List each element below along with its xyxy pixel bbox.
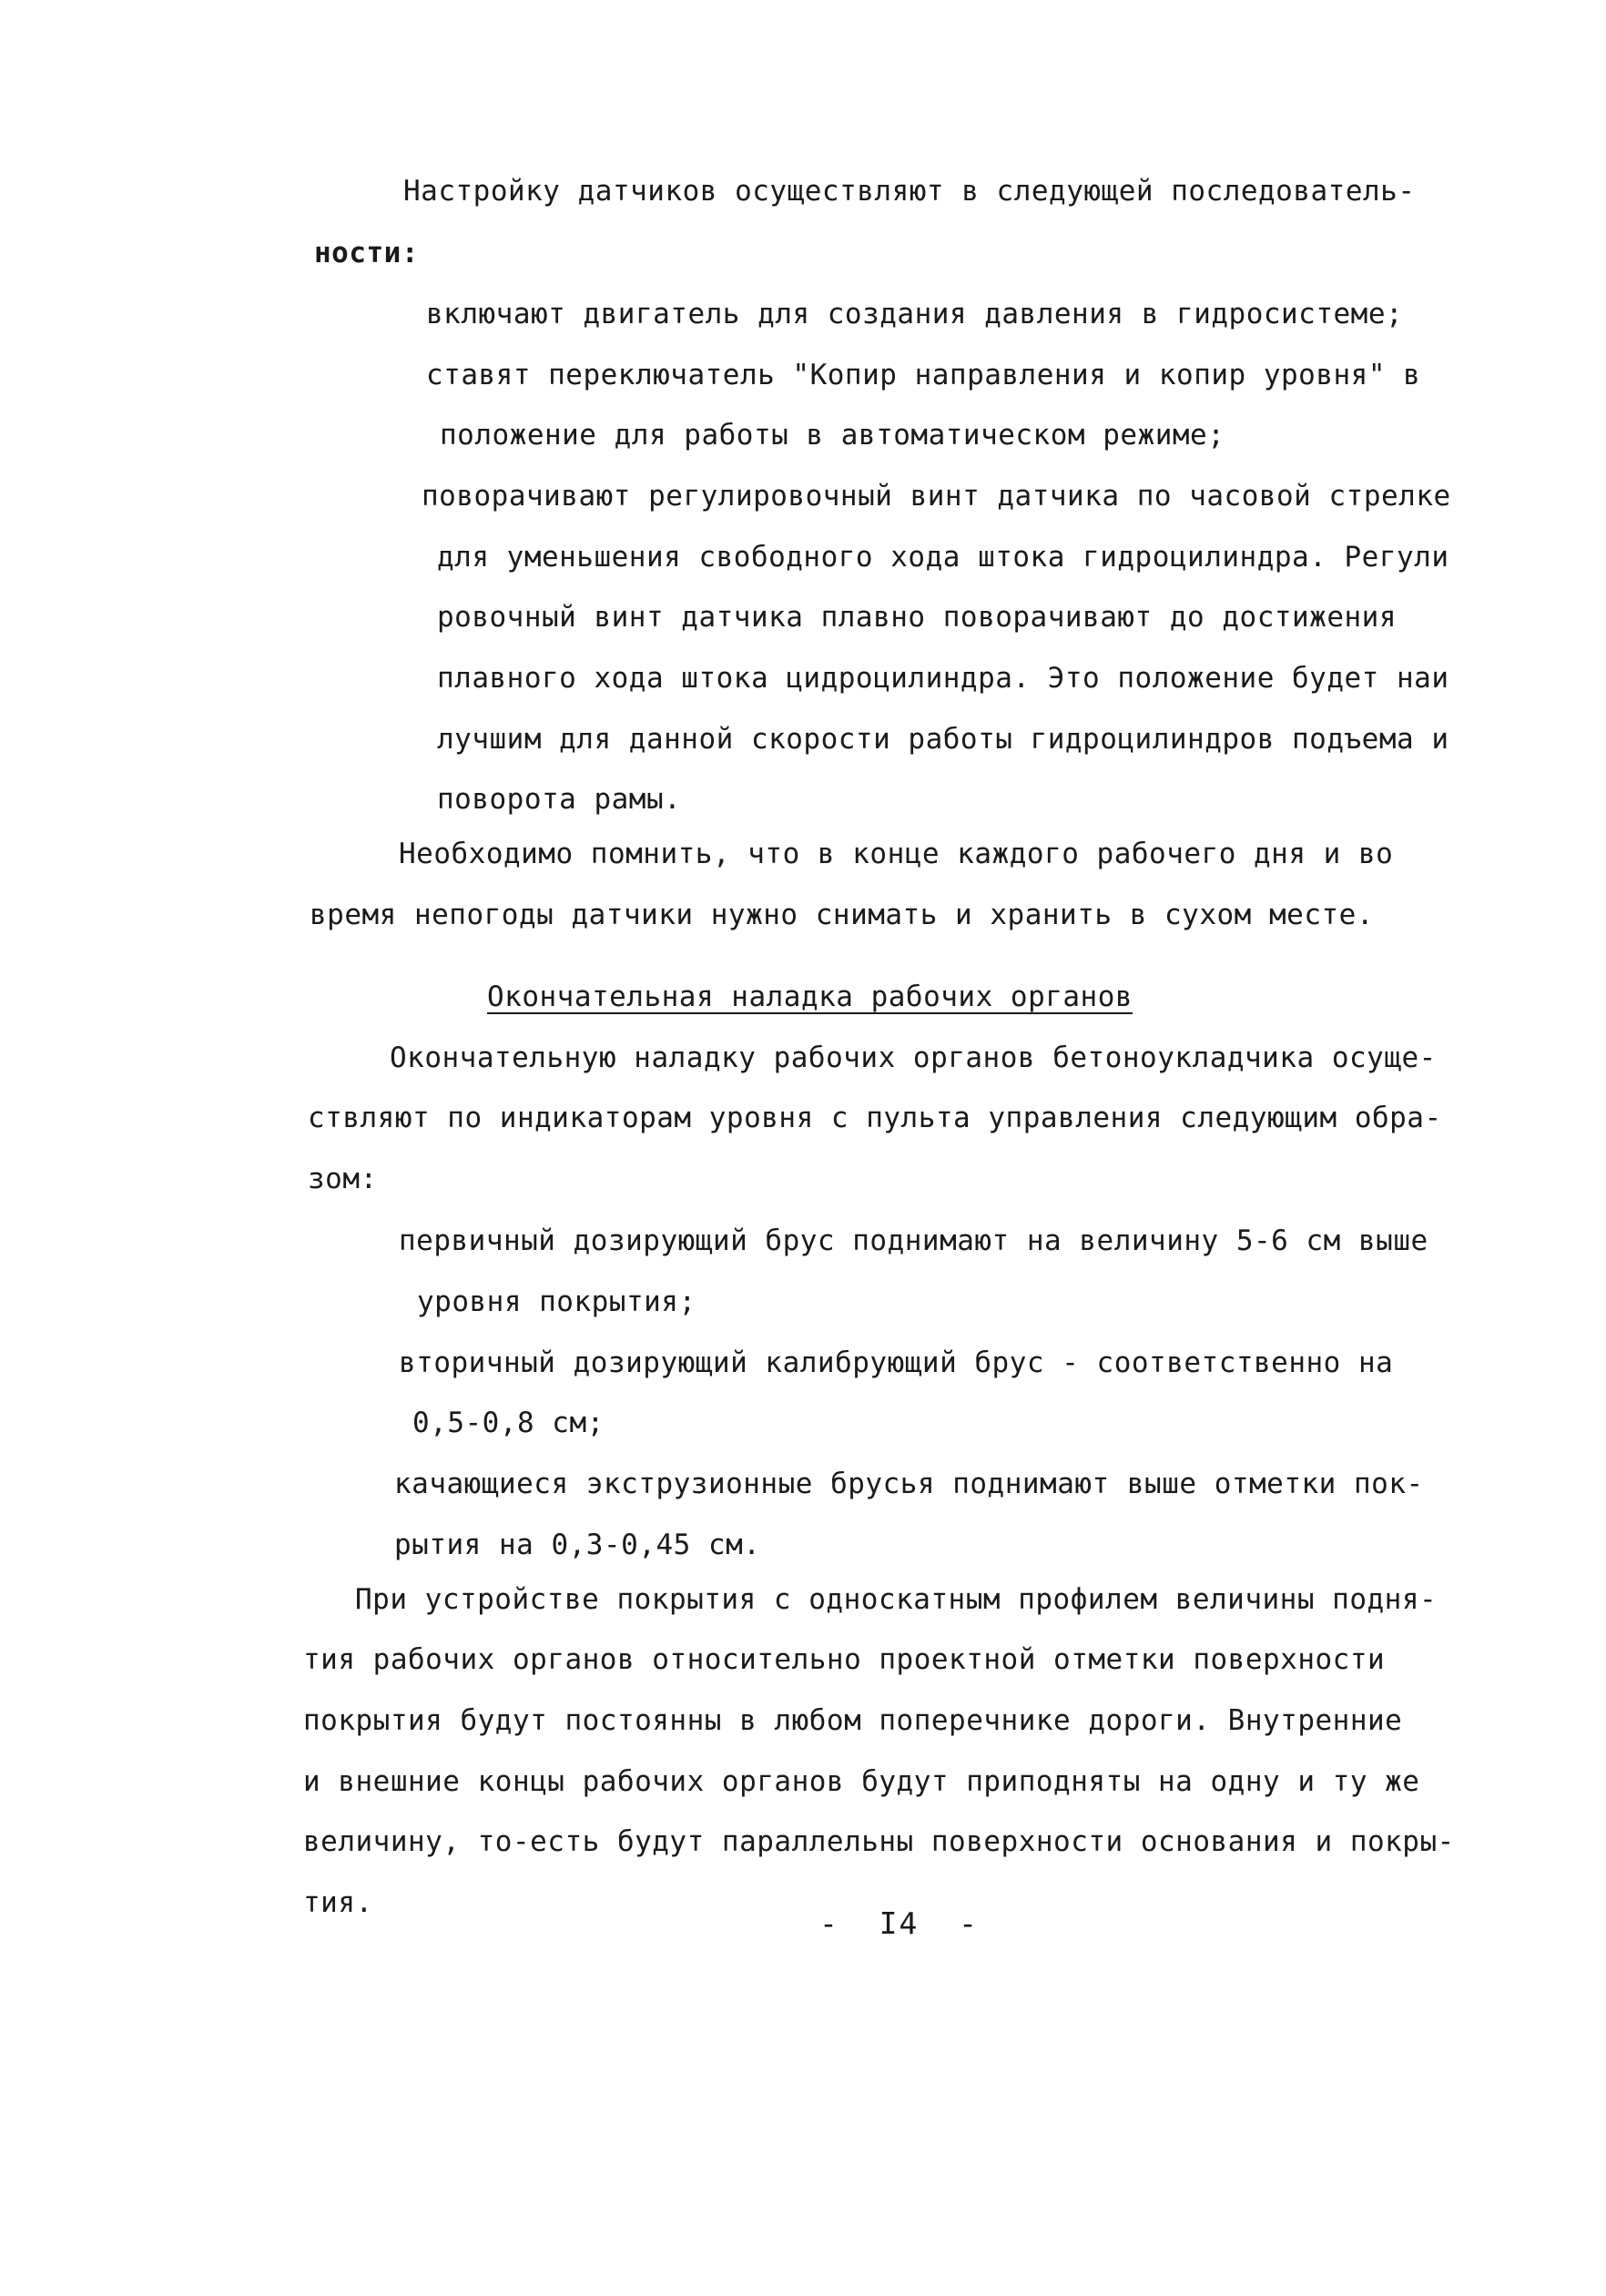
list-item: для уменьшения свободного хода штока гидроцилиндра. Регули	[437, 541, 1449, 574]
text-line: тия рабочих органов относительно проектной отметки поверхности	[303, 1643, 1386, 1676]
text-line: Настройку датчиков осуществляют в следующей последователь-	[403, 175, 1416, 208]
text-line: При устройстве покрытия с односкатным профилем величины подня-	[355, 1583, 1438, 1616]
list-item: ровочный винт датчика плавно поворачивают до достижения	[437, 601, 1397, 634]
list-item: плавного хода штока цидроцилиндра. Это положение будет наи	[437, 662, 1449, 695]
text-line: ности:	[314, 237, 419, 269]
text-line: величину, то-есть будут параллельны поверхности основания и покры-	[303, 1825, 1455, 1858]
list-item: поворачивают регулировочный винт датчика по часовой стрелке	[422, 480, 1451, 513]
text-line: ствляют по индикаторам уровня с пульта управления следующим обра-	[308, 1102, 1442, 1134]
list-item: ставят переключатель "Копир направления и копир уровня" в	[426, 359, 1421, 391]
text-line: и внешние концы рабочих органов будут приподняты на одну и ту же	[303, 1765, 1420, 1798]
text-line: тия.	[303, 1886, 373, 1919]
text-line: Окончательную наладку рабочих органов бетоноукладчика осуще-	[390, 1041, 1437, 1074]
text-line: Необходимо помнить, что в конце каждого рабочего дня и во	[399, 838, 1394, 870]
list-item: рытия на 0,3-0,45 см.	[394, 1529, 761, 1561]
text-line: время непогоды датчики нужно снимать и хранить в сухом месте.	[310, 899, 1374, 931]
list-item: первичный дозирующий брус поднимают на величину 5-6 см выше	[399, 1224, 1428, 1257]
section-heading: Окончательная наладка рабочих органов	[487, 980, 1133, 1013]
list-item: поворота рамы.	[437, 783, 682, 816]
text-line: покрытия будут постоянны в любом поперечнике дороги. Внутренние	[303, 1704, 1403, 1737]
list-item: вторичный дозирующий калибрующий брус - соответственно на	[399, 1346, 1394, 1379]
text-line: зом:	[308, 1163, 378, 1195]
list-item: 0,5-0,8 см;	[412, 1407, 605, 1439]
list-item: качающиеся экструзионные брусья поднимают выше отметки пок-	[394, 1468, 1424, 1500]
list-item: лучшим для данной скорости работы гидроцилиндров подъема и	[437, 723, 1449, 756]
list-item: положение для работы в автоматическом режиме;	[440, 419, 1225, 452]
list-item: включают двигатель для создания давления в гидросистеме;	[426, 298, 1404, 330]
page-number: - I4 -	[819, 1905, 979, 1941]
list-item: уровня покрытия;	[417, 1285, 696, 1318]
